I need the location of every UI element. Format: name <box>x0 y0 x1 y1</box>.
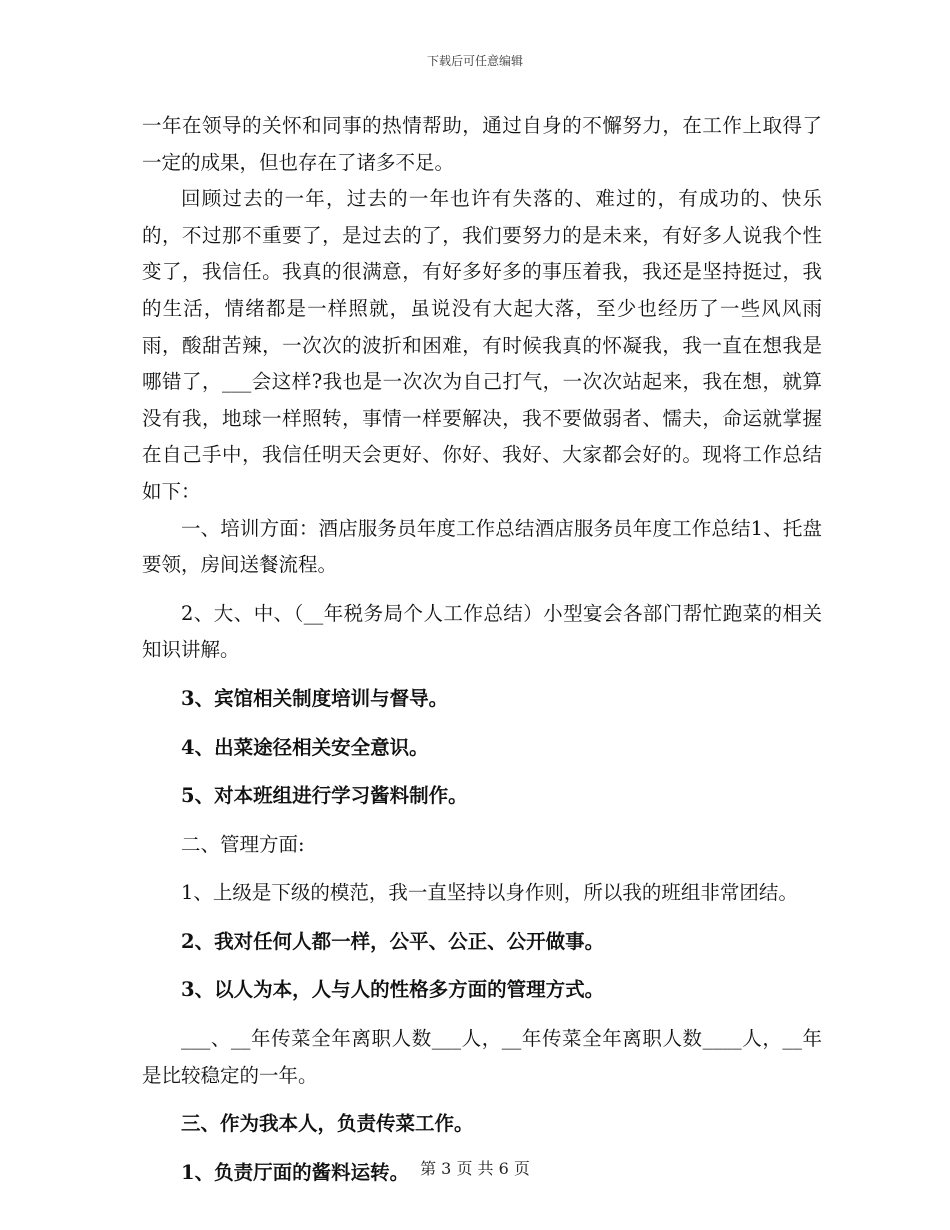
paragraph-management-item-3: 3、以人为本，人与人的性格多方面的管理方式。 <box>181 978 605 1002</box>
paragraph-training-item-4: 4、出菜途径相关安全意识。 <box>181 735 429 759</box>
paragraph-training-item-5: 5、对本班组进行学习酱料制作。 <box>181 784 468 808</box>
document-body <box>142 108 822 1191</box>
paragraph-training: 一、培训方面：酒店服务员年度工作总结酒店服务员年度工作总结1、托盘要领，房间送餐流程。 <box>142 516 822 577</box>
paragraph-management-heading: 二、管理方面: <box>181 832 305 856</box>
paragraph-self-item-1: 1、负责厅面的酱料运转。 <box>181 1160 410 1184</box>
paragraph-management-item-1: 1、上级是下级的模范，我一直坚持以身作则，所以我的班组非常团结。 <box>181 881 798 905</box>
paragraph-training-item-3: 3、宾馆相关制度培训与督导。 <box>181 686 449 710</box>
paragraph-training-item-2: 2、大、中、（__年税务局个人工作总结）小型宴会各部门帮忙跑菜的相关知识讲解。 <box>142 601 822 662</box>
page-header: 下载后可任意编辑 <box>426 54 523 68</box>
paragraph-intro: 一年在领导的关怀和同事的热情帮助，通过自身的不懈努力，在工作上取得了一定的成果，但也存在了诸多不足。 <box>142 114 822 174</box>
paragraph-management-item-2: 2、我对任何人都一样，公平、公正、公开做事。 <box>181 929 605 953</box>
page-footer: 第 3 页 共 6 页 <box>420 1159 530 1178</box>
paragraph-self-heading: 三、作为我本人，负责传菜工作。 <box>181 1112 474 1136</box>
paragraph-review: 回顾过去的一年，过去的一年也许有失落的、难过的，有成功的、快乐的，不过那不重要了，是过去的了，我们要努力的是未来，有好多人说我个性变了，我信任。我真的很满意，有好多好多的事压着我，我还是坚持挺过，我的生活，情绪都是一样照就，虽说没有大起大落，至少也经历了一些风风雨雨，酸甜苦辣，一次次的波折和困难，有时候我真的怀凝我，我一直在想我是哪错了，___会这样?我也是一次次为自己打气，一次次站起来，我在想，就算没有我，地球一样照转，事情一样要解决，我不要做弱者、懦夫，命运就掌握在自己手中，我信任明天会更好、你好、我好、大家都会好的。现将工作总结如下： <box>142 187 822 503</box>
paragraph-turnover: ___、__年传菜全年离职人数___人，__年传菜全年离职人数____人，__年是比较稳定的一年。 <box>142 1027 822 1087</box>
